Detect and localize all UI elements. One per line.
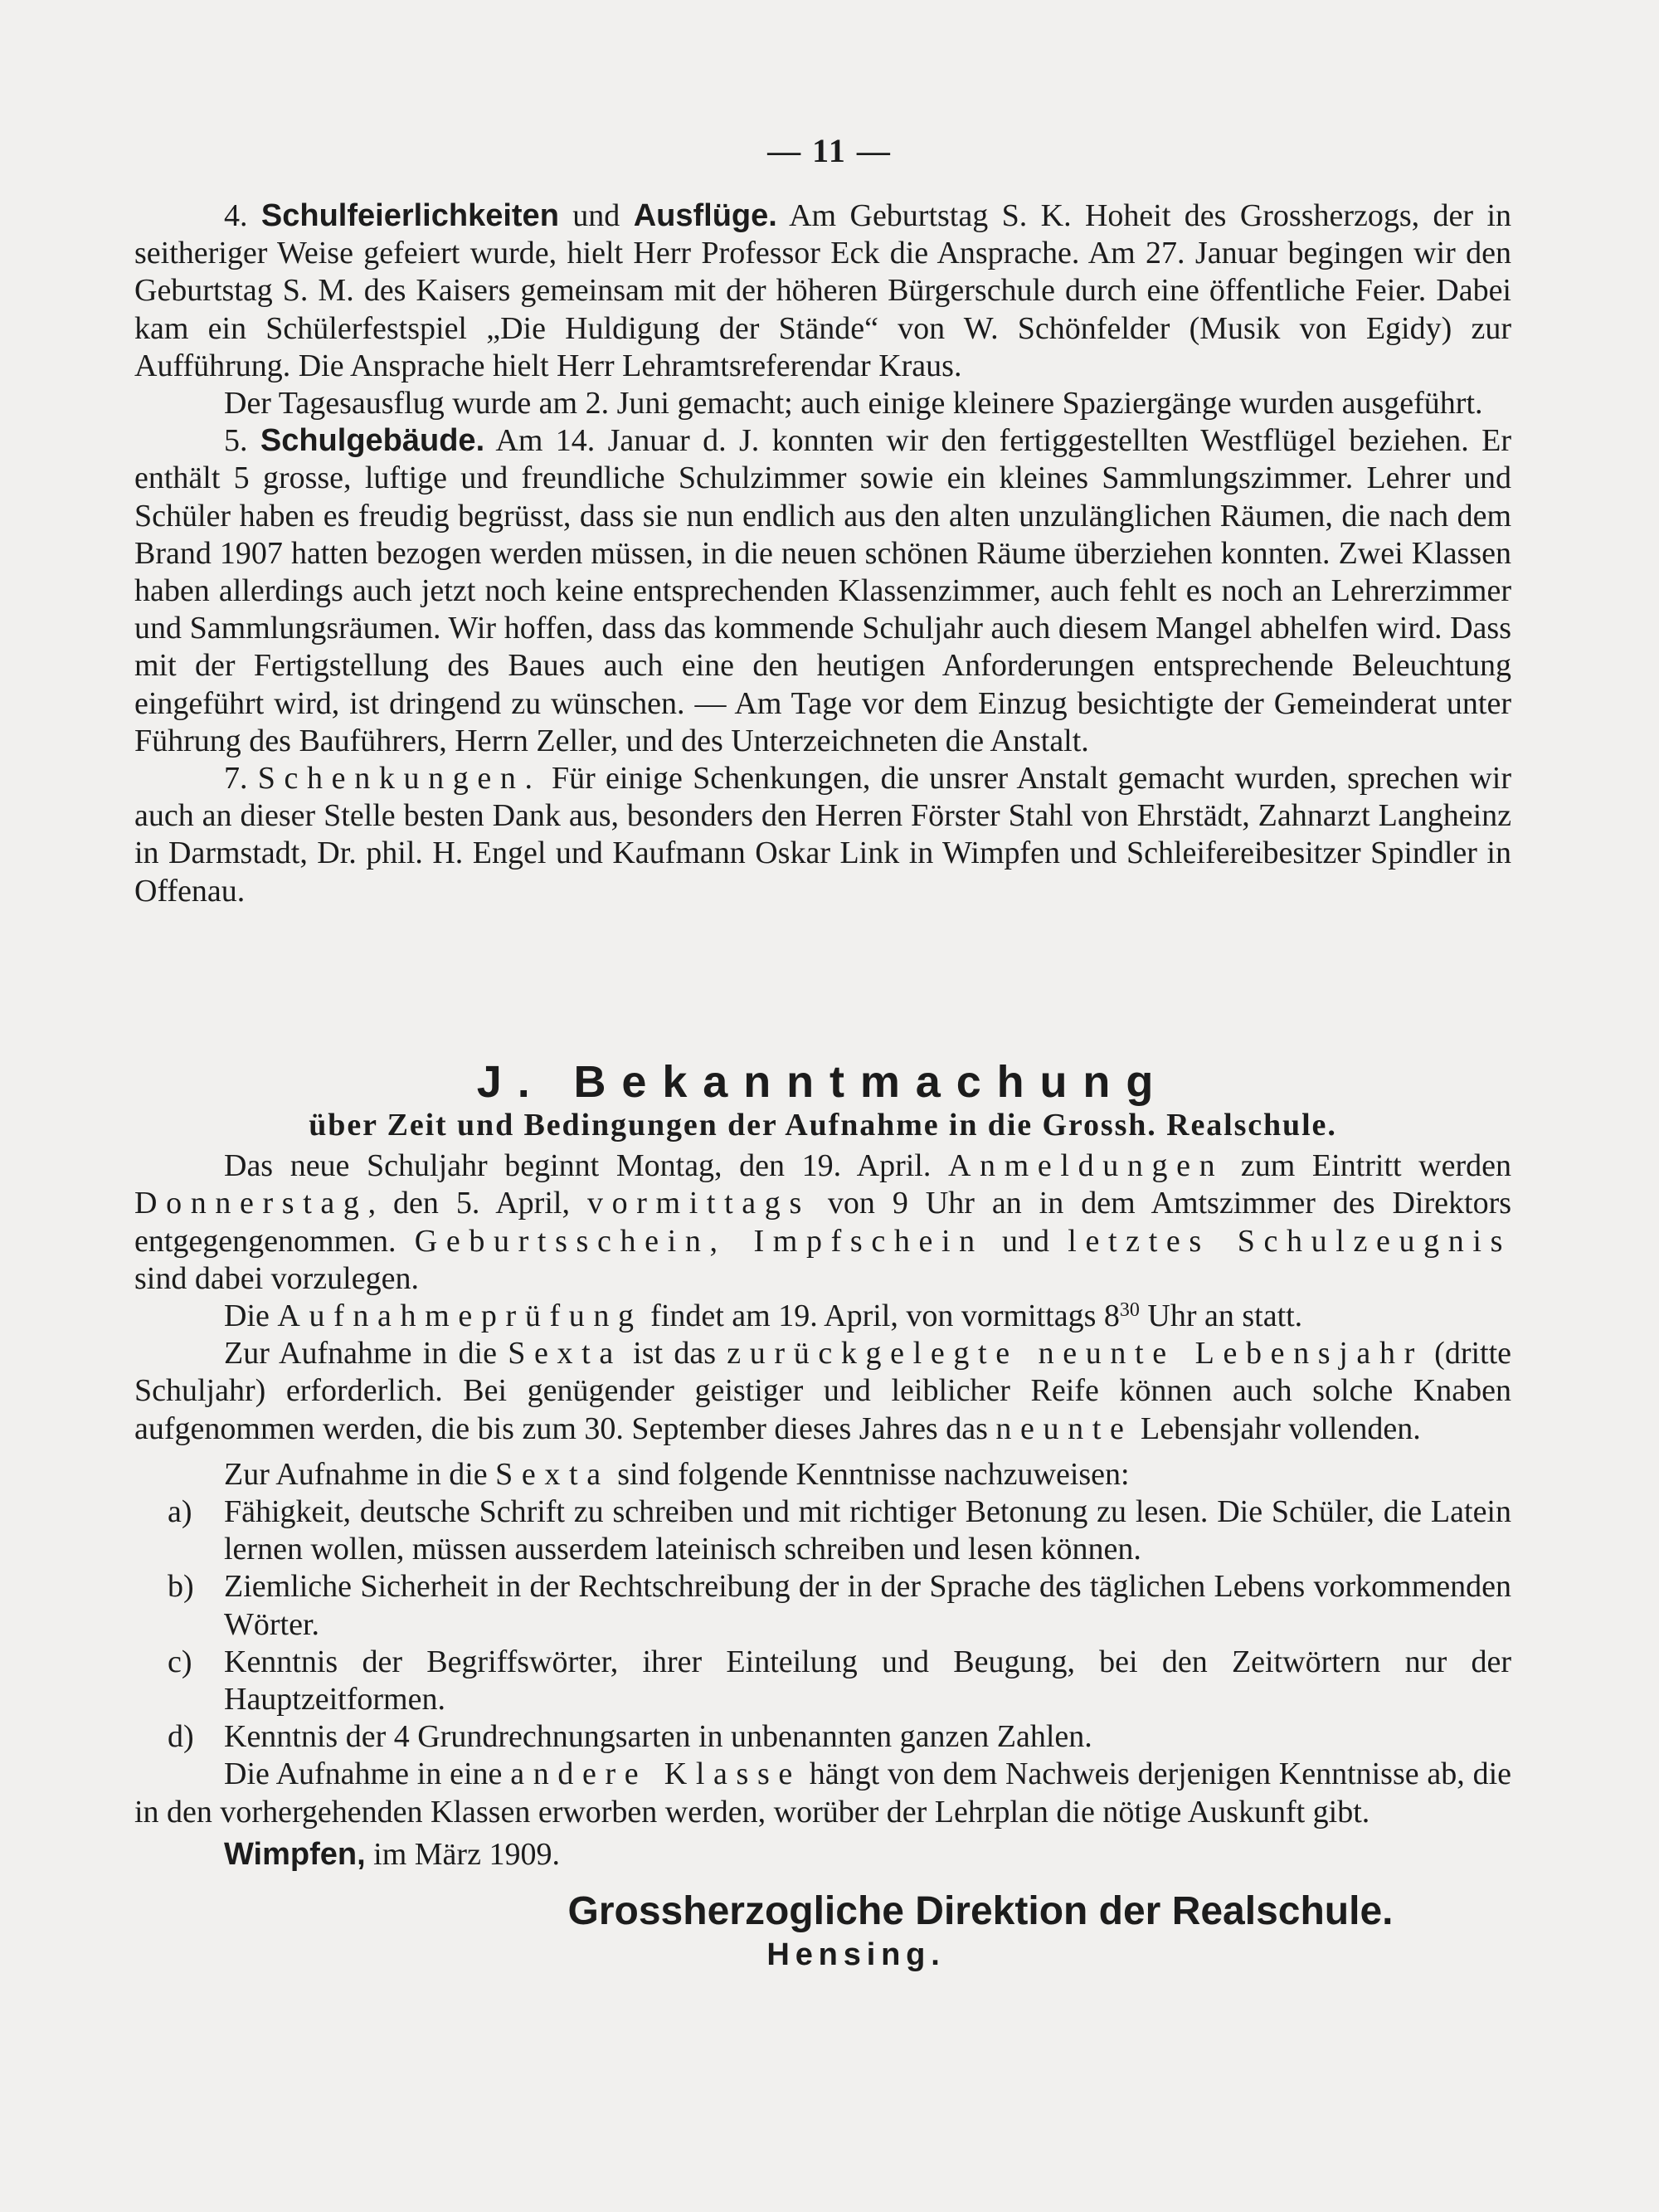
- paragraph-schulfeierlichkeiten: [134, 197, 1511, 385]
- text-run: ist das: [633, 1336, 716, 1372]
- date-text: im März 1909.: [373, 1836, 560, 1872]
- place-name: Wimpfen,: [224, 1836, 366, 1872]
- text-run: sind dabei vorzulegen.: [134, 1260, 419, 1296]
- time-superscript: 30: [1119, 1299, 1140, 1322]
- heading-ausfluege: Ausflüge.: [633, 198, 777, 233]
- requirement-item-d: [134, 1718, 1511, 1756]
- section-title: J. Bekanntmachung: [476, 1057, 1170, 1107]
- requirement-item-c: [134, 1644, 1511, 1718]
- text-run: von 9 Uhr an in dem Amtszimmer des Direktors entgegengenommen.: [134, 1186, 1512, 1259]
- school-report-sections: [134, 197, 1511, 910]
- paragraph-aufnahmepruefung: [134, 1298, 1511, 1335]
- list-item-text: Kenntnis der 4 Grundrechnungsarten in unbenannten ganzen Zahlen.: [224, 1719, 1092, 1755]
- list-marker: c): [168, 1644, 192, 1679]
- emphasis-donnerstag: Donnerstag: [134, 1186, 368, 1221]
- paragraph-text: Für einige Schenkungen, die unsrer Anstalt gemacht wurden, sprechen wir auch an dieser Stelle besten Dank aus, besonders den Herren Förster Stahl von Ehrstädt, Zahnarzt Langheinz in Darmstadt, Dr. phil. H. Engel und Kaufmann Oskar Link in Wimpfen und Schleifereibesitzer Spindler in Offenau.: [134, 761, 1512, 909]
- section-number: 4.: [224, 198, 248, 233]
- emphasis-sexta: Sexta: [508, 1336, 622, 1372]
- list-marker: b): [168, 1569, 194, 1605]
- section-number: 7.: [224, 761, 248, 797]
- paragraph-andere-klasse: [134, 1756, 1511, 1830]
- text-run: Uhr an statt.: [1147, 1298, 1303, 1334]
- heading-schulgebaeude: Schulgebäude.: [260, 423, 485, 459]
- text-run: Das neue Schuljahr beginnt Montag, den 19. April.: [224, 1148, 932, 1184]
- emphasis-andere-klasse: andere Klasse: [510, 1756, 801, 1792]
- emphasis-aufnahmepruefung: Aufnahmeprüfung: [277, 1298, 643, 1334]
- paragraph-schenkungen: [134, 760, 1511, 910]
- page-number: — 11 —: [767, 132, 892, 169]
- emphasis-anmeldungen: Anmeldungen: [947, 1148, 1224, 1184]
- paragraph-anmeldung: [134, 1147, 1511, 1298]
- text-run: Lebensjahr vollenden.: [1141, 1411, 1421, 1446]
- paragraph-text: Am 14. Januar d. J. konnten wir den fertiggestellten Westflügel beziehen. Er enthält 5 grosse, luftige und freundliche Schulzimmer sowie ein kleines Sammlungszimmer. Lehrer und Schüler haben es freudig begrüsst, dass sie nun endlich aus den alten unzulänglichen Räumen, die nach dem Brand 1907 hatten bezogen werden müssen, in die neuen schönen Räume überziehen konnten. Zwei Klassen haben allerdings auch jetzt noch keine entsprechenden Klassenzimmer, auch fehlt es noch an Lehrerzimmer und Sammlungsräumen. Wir hoffen, dass das kommende Schuljahr auch diesem Mangel abhelfen wird. Dass mit der Fertigstellung des Baues auch eine den heutigen Anforderungen entsprechende Beleuchtung eingeführt wird, ist dringend zu wünschen. — Am Tage vor dem Einzug besichtigte der Gemeinderat unter Führung des Bauführers, Herrn Zeller, und des Unterzeichneten die Anstalt.: [134, 423, 1512, 758]
- list-item-text: Kenntnis der Begriffswörter, ihrer Einteilung und Beugung, bei den Zeitwörtern nur der Hauptzeitformen.: [224, 1644, 1511, 1717]
- paragraph-sexta-alter: [134, 1335, 1511, 1448]
- heading-connector: und: [572, 198, 620, 233]
- signer-name: Hensing.: [766, 1937, 946, 1973]
- emphasis-lebensjahr: zurückgelegte neunte Lebensjahr: [727, 1336, 1423, 1372]
- text-run: , den 5. April,: [367, 1186, 570, 1221]
- emphasis-vormittags: vormittags: [586, 1186, 810, 1221]
- emphasis-schulzeugnis: letztes Schulzeugnis: [1068, 1223, 1512, 1259]
- heading-schenkungen: Schenkungen.: [257, 761, 542, 797]
- list-marker: a): [168, 1494, 192, 1530]
- list-item-text: Fähigkeit, deutsche Schrift zu schreiben und mit richtiger Betonung zu lesen. Die Schüler, die Latein lernen wollen, müssen ausserdem lateinisch schreiben und lesen können.: [224, 1494, 1511, 1567]
- emphasis-documents: Geburtsschein, Impfschein: [414, 1223, 984, 1259]
- text-run: findet am 19. April, von vormittags 8: [650, 1298, 1120, 1334]
- heading-schulfeierlichkeiten: Schulfeierlichkeiten: [260, 198, 559, 233]
- requirement-item-b: [134, 1568, 1511, 1643]
- list-marker: d): [168, 1719, 194, 1755]
- emphasis-neunte: neunte: [995, 1411, 1133, 1446]
- paragraph-schulgebaeude: [134, 422, 1511, 760]
- emphasis-sexta: Sexta: [495, 1456, 610, 1492]
- text-run: Zur Aufnahme in die: [224, 1456, 488, 1492]
- paragraph-kenntnisse: [134, 1456, 1511, 1493]
- text-run: Die Aufnahme in eine: [224, 1756, 503, 1792]
- text-run: sind folgende Kenntnisse nachzuweisen:: [617, 1456, 1130, 1492]
- list-item-text: Ziemliche Sicherheit in der Rechtschreibung der in der Sprache des täglichen Lebens vorkommenden Wörter.: [224, 1569, 1511, 1642]
- text-run: zum Eintritt werden: [1240, 1148, 1512, 1184]
- text-run: Zur Aufnahme in die: [224, 1336, 497, 1372]
- paragraph-tagesausflug: Der Tagesausflug wurde am 2. Juni gemacht; auch einige kleinere Spaziergänge wurden ausgeführt.: [224, 386, 1483, 421]
- place-date-line: [134, 1836, 1511, 1873]
- paragraph-text: Am Geburtstag S. K. Hoheit des Grossherzogs, der in seitheriger Weise gefeiert wurde, hielt Herr Professor Eck die Ansprache. Am 27. Januar begingen wir den Geburtstag S. M. des Kaisers gemeinsam mit der höheren Bürgerschule durch eine öffentliche Feier. Dabei kam ein Schülerfestspiel „Die Huldigung der Stände“ von W. Schönfelder (Musik von Egidy) zur Aufführung. Die Ansprache hielt Herr Lehramtsreferendar Kraus.: [134, 198, 1512, 383]
- section-number: 5.: [224, 423, 248, 459]
- text-run: (dritte Schuljahr) erforderlich. Bei genügender geistiger und leiblicher Reife können auch solche Knaben aufgenommen werden, die bis zum 30. September dieses Jahres das: [134, 1336, 1512, 1446]
- signature-authority: Grossherzogliche Direktion der Realschule.: [567, 1889, 1394, 1934]
- requirement-item-a: [134, 1493, 1511, 1568]
- bekanntmachung-section: [134, 1052, 1511, 1974]
- text-run: Die: [224, 1298, 270, 1334]
- text-run: und: [1002, 1223, 1050, 1259]
- section-subtitle: über Zeit und Bedingungen der Aufnahme in die Grossh. Realschule.: [309, 1108, 1337, 1143]
- text-run: hängt von dem Nachweis derjenigen Kenntnisse ab, die in den vorhergehenden Klassen erworben werden, worüber der Lehrplan die nötige Auskunft gibt.: [134, 1756, 1512, 1830]
